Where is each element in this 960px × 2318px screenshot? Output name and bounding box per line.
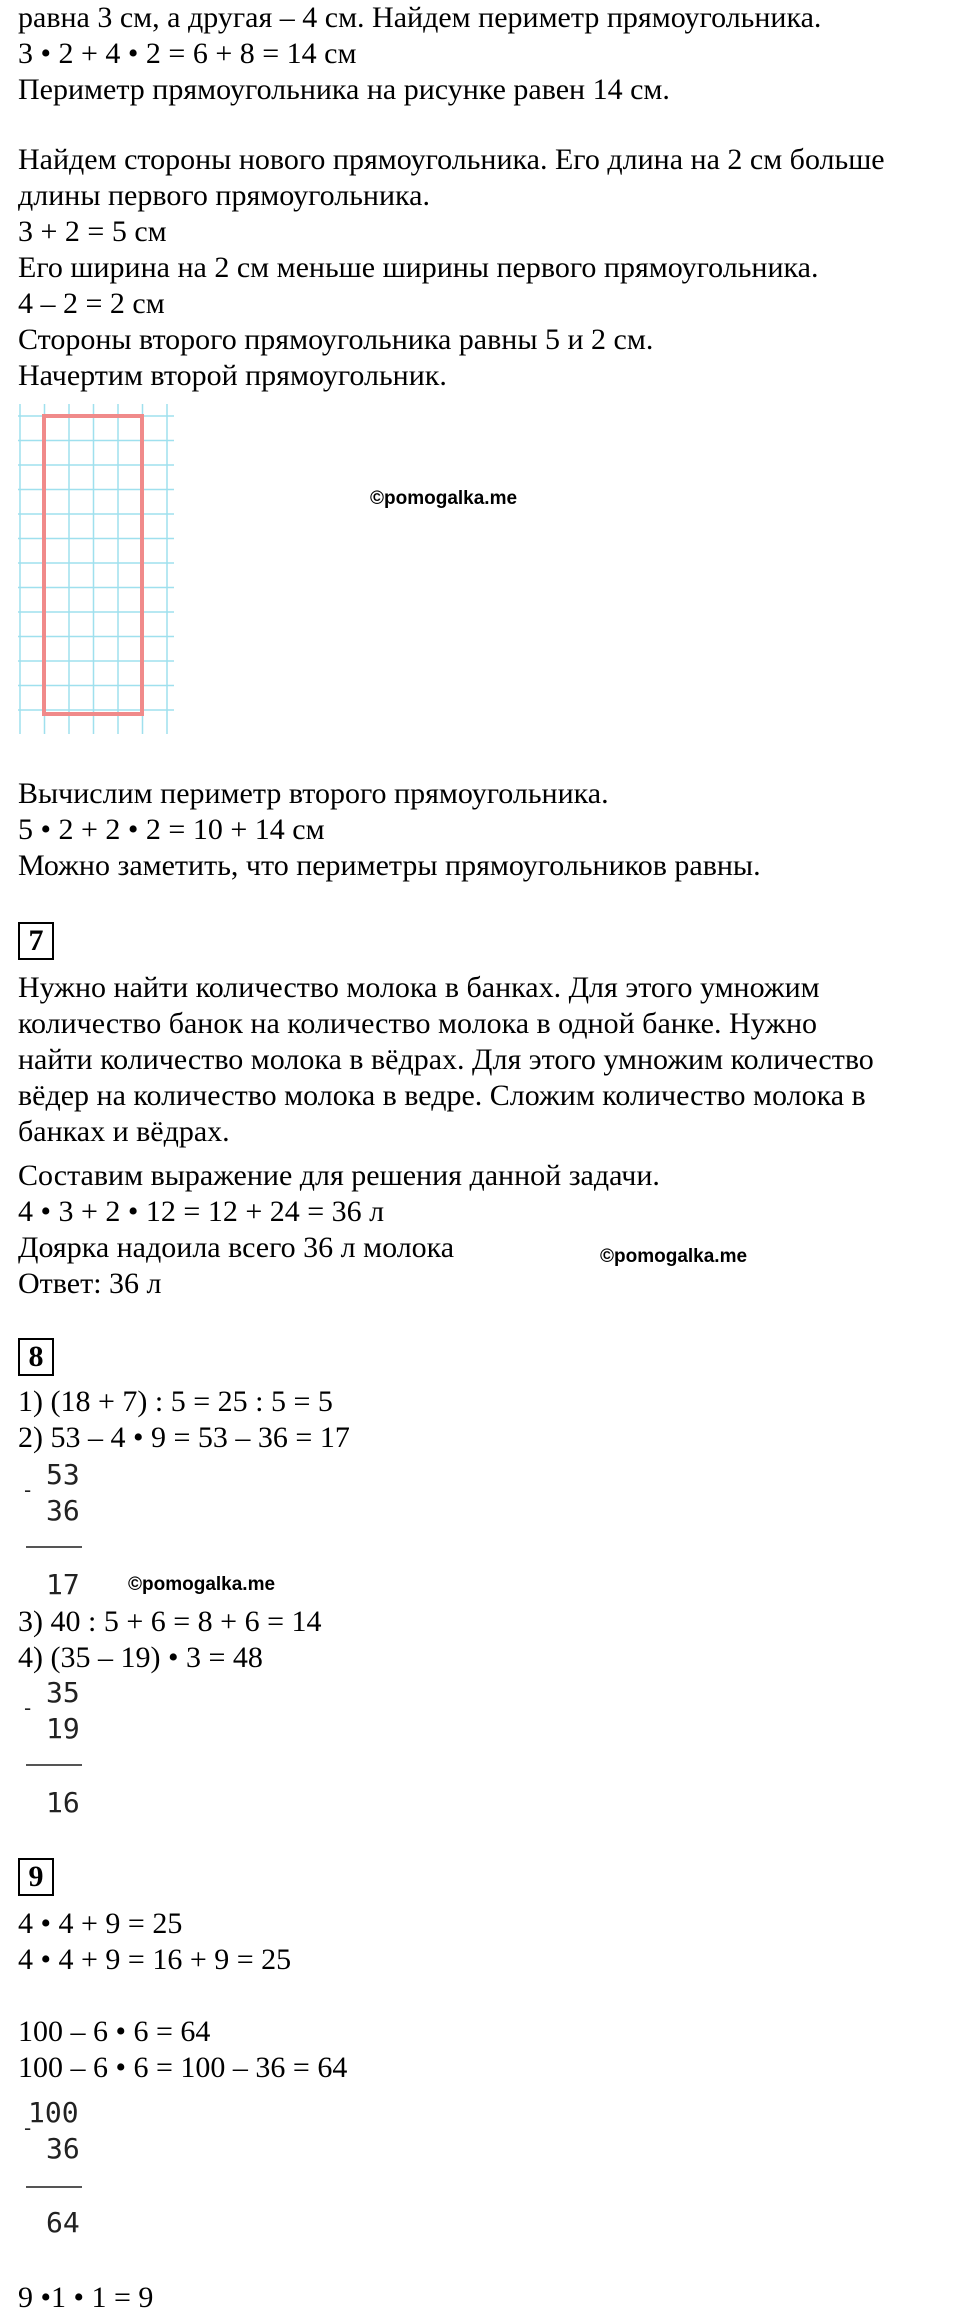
minus-sign: - bbox=[24, 1478, 32, 1502]
watermark: ©pomogalka.me bbox=[600, 1246, 748, 1267]
equation-line: 4) (35 – 19) • 3 = 48 bbox=[18, 1641, 263, 1674]
task-number-badge: 8 bbox=[18, 1338, 54, 1376]
text-line: равна 3 см, а другая – 4 см. Найдем периметр прямоугольника. bbox=[18, 1, 822, 34]
text-line: Нужно найти количество молока в банках. Для этого умножим bbox=[18, 971, 820, 1004]
equation-line: 2) 53 – 4 • 9 = 53 – 36 = 17 bbox=[18, 1421, 350, 1454]
subtrahend: 36 bbox=[46, 1494, 80, 1527]
subtrahend: 36 bbox=[46, 2132, 80, 2165]
text-line: Его ширина на 2 см меньше ширины первого прямоугольника. bbox=[18, 251, 819, 284]
equation-line: 9 •1 • 1 = 9 bbox=[18, 2281, 154, 2314]
difference: 16 bbox=[46, 1786, 80, 1819]
watermark: ©pomogalka.me bbox=[370, 488, 518, 509]
text-line: количество банок на количество молока в одной банке. Нужно bbox=[18, 1007, 818, 1040]
text-line: Можно заметить, что периметры прямоугольников равны. bbox=[18, 849, 761, 882]
equation-line: 4 • 4 + 9 = 16 + 9 = 25 bbox=[18, 1943, 292, 1976]
text-line: Доярка надоила всего 36 л молока bbox=[18, 1231, 455, 1264]
equation-line: 3 + 2 = 5 см bbox=[18, 215, 167, 248]
equation-line: 4 – 2 = 2 см bbox=[18, 287, 165, 320]
equation-line: 3) 40 : 5 + 6 = 8 + 6 = 14 bbox=[18, 1605, 322, 1638]
column-rule bbox=[26, 2186, 82, 2188]
equation-line: 100 – 6 • 6 = 64 bbox=[18, 2015, 211, 2048]
text-line: вёдер на количество молока в ведре. Сложим количество молока в bbox=[18, 1079, 866, 1112]
equation-line: 3 • 2 + 4 • 2 = 6 + 8 = 14 см bbox=[18, 37, 357, 70]
task-number-badge: 7 bbox=[18, 922, 54, 960]
difference: 17 bbox=[46, 1568, 80, 1601]
text-line: Периметр прямоугольника на рисунке равен 14 см. bbox=[18, 73, 670, 106]
text-line: Стороны второго прямоугольника равны 5 и 2 см. bbox=[18, 323, 654, 356]
watermark: ©pomogalka.me bbox=[128, 1574, 276, 1595]
equation-line: 100 – 6 • 6 = 100 – 36 = 64 bbox=[18, 2051, 348, 2084]
equation-line: 4 • 3 + 2 • 12 = 12 + 24 = 36 л bbox=[18, 1195, 385, 1228]
text-line: длины первого прямоугольника. bbox=[18, 179, 430, 212]
column-rule bbox=[26, 1764, 82, 1766]
minus-sign: - bbox=[24, 2116, 32, 2140]
grid-lines bbox=[18, 404, 174, 734]
equation-line: 4 • 4 + 9 = 25 bbox=[18, 1907, 183, 1940]
equation-line: 1) (18 + 7) : 5 = 25 : 5 = 5 bbox=[18, 1385, 333, 1418]
minuend: 35 bbox=[46, 1676, 80, 1709]
minuend: 53 bbox=[46, 1458, 80, 1491]
equation-line: 5 • 2 + 2 • 2 = 10 + 14 см bbox=[18, 813, 325, 846]
task-number-badge: 9 bbox=[18, 1858, 54, 1896]
text-line: банках и вёдрах. bbox=[18, 1115, 230, 1148]
answer-line: Ответ: 36 л bbox=[18, 1267, 162, 1300]
minuend: 100 bbox=[28, 2096, 79, 2129]
column-rule bbox=[26, 1546, 82, 1548]
minus-sign: - bbox=[24, 1696, 32, 1720]
grid-rectangle-figure bbox=[18, 404, 174, 734]
difference: 64 bbox=[46, 2206, 80, 2239]
text-line: Начертим второй прямоугольник. bbox=[18, 359, 447, 392]
text-line: найти количество молока в вёдрах. Для этого умножим количество bbox=[18, 1043, 874, 1076]
text-line: Составим выражение для решения данной задачи. bbox=[18, 1159, 660, 1192]
text-line: Найдем стороны нового прямоугольника. Его длина на 2 см больше bbox=[18, 143, 885, 176]
text-line: Вычислим периметр второго прямоугольника. bbox=[18, 777, 609, 810]
subtrahend: 19 bbox=[46, 1712, 80, 1745]
